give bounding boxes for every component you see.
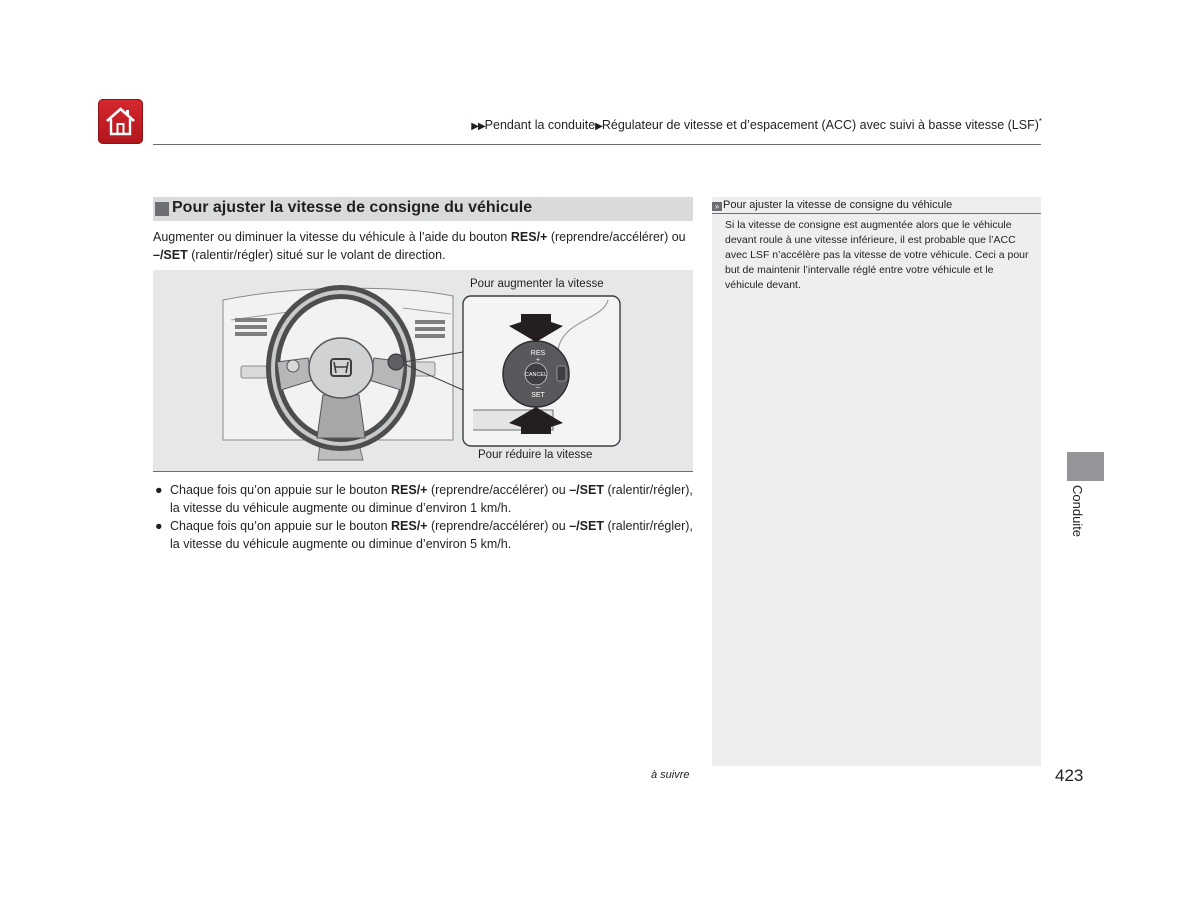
vent-left [235, 318, 267, 336]
page-number: 423 [1055, 766, 1084, 785]
breadcrumb-arrow-icon: ▶ [595, 121, 602, 133]
set-key-label: SET [531, 392, 545, 399]
res-button-label: RES/+ [391, 519, 428, 533]
steering-wheel-illustration [153, 270, 693, 472]
res-button-label: RES/+ [391, 483, 428, 497]
intro-text: (ralentir/régler) situé sur le volant de direction. [187, 248, 446, 262]
chapter-tab[interactable] [1067, 452, 1104, 481]
breadcrumb [471, 117, 1042, 132]
vent-right [415, 320, 445, 338]
section-heading [153, 197, 693, 221]
note-marker-icon: » [712, 202, 722, 211]
list-item [153, 481, 698, 517]
section-title: Pour ajuster la vitesse de consigne du véhicule [172, 199, 533, 216]
bullet-text: (ralentir/régler), la vitesse du véhicule augmente ou diminue d’environ 1 km/h. [170, 483, 693, 515]
intro-text: Augmenter ou diminuer la vitesse du véhicule à l’aide du bouton [153, 230, 511, 244]
bullet-text: (reprendre/accélérer) ou [427, 483, 570, 497]
list-item [153, 517, 698, 553]
breadcrumb-item-conduite[interactable]: Pendant la conduite [484, 118, 596, 133]
bullet-list [153, 481, 698, 553]
continued-label: à suivre [651, 769, 690, 781]
side-note-title: Pour ajuster la vitesse de consigne du véhicule [723, 199, 953, 211]
home-button[interactable] [98, 99, 143, 144]
side-note-body: Si la vitesse de consigne est augmentée alors que le véhicule devant roule à une vitesse inférieure, il est probable que l’ACC avec LSF n’accélère pas la vitesse de votre véhicule. Ceci a pour but de maintenir l’intervalle réglé entre votre véhicule et le véhicule devant. [725, 219, 1029, 291]
intro-paragraph [153, 228, 698, 264]
bullet-icon: ● [155, 483, 163, 497]
caption-increase: Pour augmenter la vitesse [470, 278, 604, 290]
plus-key-label: + [535, 357, 541, 364]
bullet-text: Chaque fois qu’on appuie sur le bouton [170, 519, 391, 533]
section-square-icon [155, 202, 169, 216]
res-key-label: RES [530, 350, 546, 357]
set-button-label: –/SET [569, 519, 604, 533]
bullet-text: (reprendre/accélérer) ou [427, 519, 570, 533]
side-note-heading [712, 197, 1041, 214]
home-icon [105, 107, 136, 136]
chapter-tab-label[interactable]: Conduite [1070, 485, 1085, 538]
set-button-label: –/SET [153, 248, 188, 262]
breadcrumb-arrow-icon: ▶▶ [471, 121, 485, 133]
minus-key-label: – [536, 384, 540, 391]
header-divider [153, 144, 1041, 145]
breadcrumb-item-acc[interactable]: Régulateur de vitesse et d’espacement (ACC) avec suivi à basse vitesse (LSF) [601, 118, 1039, 133]
bullet-text: Chaque fois qu’on appuie sur le bouton [170, 483, 391, 497]
option-mark: * [1038, 117, 1042, 126]
intro-text: (reprendre/accélérer) ou [547, 230, 686, 244]
res-button-label: RES/+ [510, 230, 548, 244]
cancel-key-label: CANCEL [524, 372, 548, 378]
figure-divider [153, 471, 693, 472]
set-button-label: –/SET [569, 483, 604, 497]
bullet-text: (ralentir/régler), la vitesse du véhicule augmente ou diminue d’environ 5 km/h. [170, 519, 693, 551]
caption-decrease: Pour réduire la vitesse [478, 449, 593, 461]
dashboard-drawing [153, 270, 693, 472]
bullet-icon: ● [155, 519, 163, 533]
